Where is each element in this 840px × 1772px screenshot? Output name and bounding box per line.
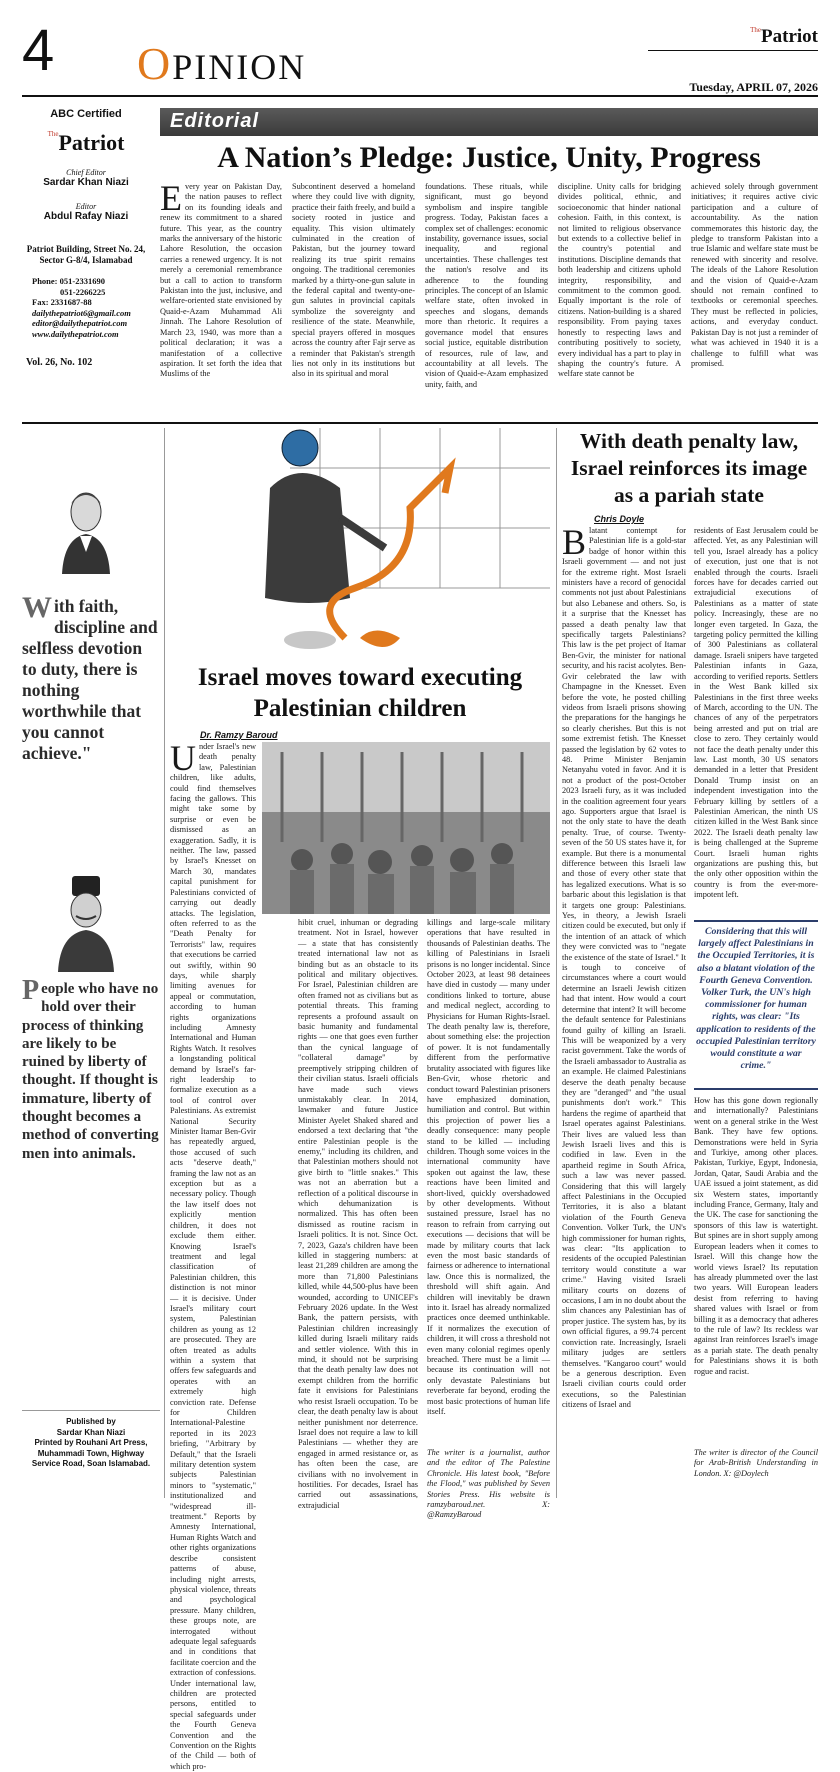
publisher-line-1: Published by — [66, 1417, 116, 1426]
section-title — [137, 38, 307, 89]
phone: Phone: 051-2331690 — [32, 276, 105, 286]
brand-mark: The — [750, 26, 762, 34]
header-rule — [648, 50, 818, 51]
quote-jinnah-text: ith faith, discipline and selfless devotion to duty, there is nothing worthwhile that you cannot achieve." — [22, 596, 158, 763]
article1-bio: The writer is a journalist, author and the editor of The Palestine Chronicle. His latest book, "Before the Flood," was published by Seven Stories Press. His website is ramzybaroud.net. X: @RamzyBaroud — [427, 1448, 550, 1520]
article2-pullquote-box — [694, 920, 818, 1090]
article2-byline: Chris Doyle — [594, 514, 645, 524]
abc-certified: ABC Certified — [50, 108, 122, 120]
article1-photo — [262, 742, 550, 914]
editorial-col-1 — [160, 178, 282, 414]
editorial-dropcap: E — [160, 178, 182, 218]
editorial-col-5: achieved solely through government initiatives; it requires active civic participation and a culture of accountability. As the nation commemorates this historic day, the pledge to transform Pakistan into a true Islamic and welfare state must be renewed with sincerity and resolve. The ideals of the Lahore Resolution and the vision of Quaid-e-Azam should not remain confined to textbooks or ceremonial speeches. They must be reflected in policies, actions, and everyday conduct. Pakistan Day is not just a reminder of what was achieved in 1940 it is a challenge to fulfill what was promised. — [691, 182, 818, 368]
article2-col-2: residents of East Jerusalem could be affected. Yet, as any Palestinian will tell you, Israel already has a policy of execution, just one that is not enabled through the courts. Israeli forces have for decades carried out extrajudicial executions of Palestinians as a matter of state policy. Increasingly, these are no longer even targeted. In Gaza, the targeting policy permitted the killing of 300 Palestinians as collateral damage. Israeli snipers have targeted Palestinian infants in Gaza, according to verified reports. Settlers in the West Bank killed six Palestinians in the first three weeks of March, according to the UN. The chances of any of the perpetrators being arrested and put on trial are close to zero. They certainly would not face the death penalty under this law. Last month, 30 US senators demanded in a letter that President Donald Trump insist on an independent investigation into the February killing by settlers of a Palestinian American, the ninth US citizen killed in the West Bank since 2022. The Israeli death penalty law is being challenged at the Supreme Court. Israeli human rights organizations are pushing this, but the only other opposition within the country is from the ever-more-impotent left. — [694, 526, 818, 900]
publisher-line-2: Sardar Khan Niazi — [56, 1427, 126, 1437]
editorial-col-4: discipline. Unity calls for bridging divides political, ethnic, and socioeconomic that hinder national cohesion. Faith, in this context, is not limited to religious observance but extends to a collective belief in the country's potential and institutions. Discipline demands that both leadership and citizens uphold integrity, responsibility, and commitment to the common good. Equally important is the role of citizens. Nation-building is a shared responsibility. From paying taxes honestly to respecting laws and contributing positively to society, every individual has a part to play in shaping the country's future. A welfare state cannot be — [558, 182, 681, 379]
fax: Fax: 2331687-88 — [32, 297, 92, 307]
office-address: Patriot Building, Street No. 24, Sector G-8/4, Islamabad — [26, 244, 146, 265]
editorial-cartoon — [170, 428, 550, 660]
portrait-jinnah — [50, 482, 122, 574]
masthead-logo-mark: The — [47, 130, 59, 138]
article1-col-1a — [170, 738, 256, 1771]
editorial-col-1-text: very year on Pakistan Day, the nation pauses to reflect on its founding ideals and renew its commitment to a shared future. This year, as the country marks the anniversary of the historic Lahore Resolution, the occasion carries a renewed urgency. It is not merely a ceremonial remembrance but a call to action to transform Pakistan into the just, inclusive, and welfare-oriented state envisioned by Quaid-e-Azam Muhammad Ali Jinnah. The Lahore Resolution of March 23, 1940, was more than a political declaration; it was a manifestation of a collective aspiration. It set forth the idea that Muslims of the — [160, 182, 282, 379]
article2-dropcap: B — [562, 522, 587, 562]
editorial-col-3: foundations. These rituals, while significant, must go beyond symbolism and inspire tangible progress. Today, Pakistan faces a complex set of challenges: economic instability, governance issues, social inequality, and regional uncertainties. These challenges test the nation's resolve and its adherence to the founding principles. The concept of an Islamic welfare state, often invoked in speeches and slogans, demands more than rhetoric. It requires a governance model that ensures social justice, equitable distribution of resources, rule of law, and accountability at all levels. The vision of Quaid-e-Azam emphasized unity, faith, and — [425, 182, 548, 389]
quote-iqbal — [22, 975, 160, 1163]
volume-number: Vol. 26, No. 102 — [26, 357, 93, 368]
article2-headline: With death penalty law, Israel reinforces its image as a pariah state — [570, 429, 808, 507]
phone-2: 051-2266225 — [60, 286, 106, 297]
quote-iqbal-cap: P — [22, 975, 40, 1006]
portrait-iqbal — [48, 872, 124, 972]
website[interactable]: www.dailythepatriot.com — [32, 328, 119, 339]
article2-col-1 — [562, 522, 686, 1498]
article2-col-1-text: latant contempt for Palestinian life is a gold-star badge of honor within this Israeli government — and not just for the extreme right. Most Israeli ministers have a record of genocidal comments not just about Palestinians but also Lebanese and others. So, is it a surprise that the Knesset has passed a death penalty law that specifically targets Palestinians? This law is the pet project of Itamar Ben-Gvir, the minister for national security, and his racist acolytes. Ben-Gvir celebrated the law with Champagne in the Knesset. Even before the vote, he posted chilling videos from Israeli prisons showing the preparations for the hangings he so clearly cherishes. But this is not some extremist fetish. The Knesset passed the legislation by 62 votes to 48. Prime Minister Benjamin Netanyahu voted in favor. And it is not a product of the post-October 2023 Israeli fury, as it was included in the coalition agreement four years ago. Supporters argue that Israel is not the only state to have the death penalty. True, of course. Twenty-seven of the 50 US states have it, for example. But there is a monumental difference between this Israeli law and those of every other state that has legalized executions. What is so barbaric about this legislation is that it targets one group: Palestinians. Yes, in theory, a Jewish Israeli citizen could be executed, but only if the intention of an attack of which they were convicted was to "negate the existence of the state of Israel." It is tough to conceive of circumstances where a court would determine an Israeli Jewish citizen had that intent. How would a court determine that intent? It will become the default sentence for Palestinians found guilty of killing an Israeli. This will be weaponized by a very racist government. Take the words of the Israeli ambassador to Australia as an example. He claimed Palestinians deserve the death penalty because they are "deranged" and "the usual punishments don't work." This hardens the regime of apartheid that Israel operates against Palestinians. Their lives are valued less than Jewish Israeli lives and this is codified in law. Even in the apartheid regime in South Africa, such a law was never passed. Considering that this will largely affect Palestinians in the Occupied Territories, it is also a blatant violation of the Fourth Geneva Convention. Volker Turk, the UN's high commissioner for human rights, was clear: "Its application to residents of the occupied Palestinian territory would constitute a war crime." Having visited Israeli military courts on dozens of occasions, I am in no doubt about the slim chances any Palestinian has of proper justice. The system has, by its own official figures, a 99.74 percent conviction rate. Increasingly, Israeli military judges are settlers themselves. "Kangaroo court" would be a generous description. Even Israeli civilian courts could order executions, so the Palestinian citizens of Israel and — [562, 526, 686, 1410]
article1-col-1-text: nder Israel's new death penalty law, Palestinian children, like adults, could find themselves facing the gallows. This might take some by surprise or even be dismissed as an exaggeration. Sadly, it is neither. The law, passed by Israel's Knesset on March 30, mandates capital punishment for Palestinians convicted of carrying out deadly attacks. The legislation, often referred to as the "Death Penalty for Terrorists" law, requires that executions be carried out swiftly, within 90 days, while sharply limiting avenues for appeal or commutation, according to human rights organizations including Amnesty International and Human Rights Watch. It resolves a longstanding political demand by Israel's far-right leadership to formalize execution as a tool of control over Palestinians. As extremist National Security Minister Itamar Ben-Gvir has repeatedly argued, those accused of such acts "deserve death," framing the law not as an exception but as a necessary policy. Though the law itself does not explicitly mention children, it does not exclude them either. Knowing Israel's treatment and legal classification of Palestinian children, this distinction is not minor — it is decisive. Under Israel's military court system, Palestinian children as young as 12 are prosecuted. They are often treated as adults within a system that offers few safeguards and operates with an extremely high conviction rate. Defense for Children International-Palestine reported in its 2023 briefing, "Arbitrary by Default," that the Israeli military detention system subjects Palestinian minors to "systematic," institutionalized and "widespread ill-treatment." Reports by Amnesty International, Human Rights Watch and other rights organizations describe consistent patterns of abuse, including night arrests, physical violence, threats and psychological pressure. Many children, these groups note, are interrogated without adequate legal safeguards and in conditions that facilitate coercion and the extraction of confessions. Under international law, children are protected persons, entitled to special safeguards under the Fourth Geneva Convention and the Convention on the Rights of the Child — both of which pro- — [170, 742, 256, 1771]
brand-name: Patriot — [761, 26, 818, 47]
brand-logo-top — [750, 26, 818, 48]
article1-dropcap: U — [170, 738, 196, 778]
publisher-line-4: Muhammadi Town, Highway — [37, 1448, 145, 1458]
masthead-logo — [22, 130, 150, 156]
left-column-rule — [164, 428, 165, 1498]
masthead — [22, 108, 150, 368]
section-title-rest: PINION — [172, 47, 307, 87]
article2-pullquote: Considering that this will largely affect Palestinians in the Occupied Territories, it is also a blatant violation of the Fourth Geneva Convention. Volker Turk, the UN's high commissioner for human rights, was clear: "Its application to residents of the occupied Palestinian territory would constitute a war crime." — [696, 926, 816, 1072]
quote-jinnah-cap: W — [22, 591, 52, 624]
publisher-line-5: Service Road, Soan Islamabad. — [31, 1459, 151, 1468]
email-1[interactable]: dailythepatriot6@gmail.com — [32, 307, 131, 318]
page-number: 4 — [22, 18, 55, 83]
email-2[interactable]: editor@dailythepatriot.com — [32, 318, 128, 328]
issue-date: Tuesday, APRIL 07, 2026 — [689, 80, 818, 94]
editor-name: Abdul Rafay Niazi — [43, 211, 129, 222]
editorial-bottom-rule — [22, 422, 818, 424]
chief-editor-name: Sardar Khan Niazi — [43, 177, 129, 188]
quote-jinnah — [22, 591, 160, 764]
masthead-logo-text: Patriot — [58, 130, 125, 155]
article1-col-2: hibit cruel, inhuman or degrading treatment. Not in Israel, however — a state that has consistently treated international law not as binding but as an obstacle to its political and military objectives. For Israel, Palestinian children are often framed not as civilians but as potential threats. This framing represents a profound assault on basic humanity and fundamental rights — one that goes even further than the cynical language of "collateral damage" by preemptively stripping children of their civilian status. Israeli officials have made such views unmistakably clear. In 2014, lawmaker and future Justice Minister Ayelet Shaked shared and endorsed a text declaring that "the entire Palestinian people is the enemy," including its children, and that Palestinian mothers should not give birth to "little snakes." This was not an aberration but a reflection of a political discourse in which dehumanization is normalized. This has often been dismissed as routine racism in Israeli politics. It is not. Since Oct. 7, 2023, Gaza's children have been killed in staggering numbers: at least 21,289 children are among the more than 71,800 Palestinians killed, while 44,500-plus have been wounded, according to UNICEF's February 2026 update. In the West Bank, the pattern persists, with Palestinian children increasingly killed during Israeli military raids and settler violence. With this in mind, it should not be surprising that the death penalty law does not exempt children from the horrific fate it envisions for Palestinians who resist Israeli occupation. To be clear, the death penalty law is about neither punishment nor deterrence. Israel does not require a law to kill Palestinians — whether they are engaged in armed resistance or, as has often been the case, are civilians with no involvement in hostilities. For decades, Israel has carried out assassinations, extrajudicial — [298, 918, 418, 1510]
editor-label: Editor — [75, 202, 97, 211]
publisher-info — [22, 1410, 160, 1470]
article1-col-3: killings and large-scale military operations that have resulted in thousands of Palestinian deaths. The killing of Palestinians in Israeli prisons is no longer incidental. Since October 2023, at least 98 detainees have died in custody — many under conditions linked to torture, abuse and medical neglect, according to Physicians for Human Rights-Israel. The death penalty law is, therefore, about something else: the projection of power. It is not fundamentally different from the performative brutality associated with figures like Ben-Gvir, whose rhetoric and conduct toward Palestinian prisoners have emphasized domination, humiliation and control. But within this projection of power lies a deadly consequence: many people stand to be killed — including children. Though some voices in the international community have spoken out against the law, these reactions have been limited and short-lived, quickly overshadowed by other developments. Without sustained pressure, Israel has no reason to refrain from carrying out executions — decisions that will be made by military courts that lack even the most basic standards of fairness or adherence to international law. Once this is normalized, the threshold will shift again. And children will inevitably be drawn into it. Israel has already normalized practices once deemed unthinkable. If it normalizes the execution of children, it will cross a threshold not even many colonial regimes openly breached. There must be a limit — because its continuation will not only devastate Palestinians but reverberate far beyond, eroding the most basic protections of human life itself. — [427, 918, 551, 1417]
section-title-cap: O — [137, 38, 173, 89]
contact-block — [22, 276, 150, 339]
article1-headline: Israel moves toward executing Palestinian children — [197, 664, 523, 722]
article2-bio: The writer is director of the Council for Arab-British Understanding in London. X: @Doylech — [694, 1448, 818, 1478]
article2-col-2b: How has this gone down regionally and internationally? Palestinians went on a general strike in the West Bank. They have few options. Demonstrations were held in Syria and Turkiye, among other places. Pakistan, Turkiye, Egypt, Indonesia, Jordan, Qatar, Saudi Arabia and the UAE issued a joint statement, as did six Western states, importantly including France, Germany, Italy and the UK. The case for sanctioning the sponsors of this law is watertight. But spines are in short supply among European leaders when it comes to Israel. Will this change how the world views Israel? Its reputation has already plummeted over the last two years. Will European leaders desist from referring to having shared values with Israel or from billing it as a democracy that adheres to the rule of law? Its reckless war against Iran reinforces Israel's image as a pariah state. The death penalty for Palestinians shows it is both rogue and racist. — [694, 1096, 818, 1376]
quote-iqbal-text: eople who have no hold over their process of thinking are likely to be ruined by liberty of thought. If thought is immature, liberty of thought becomes a method of converting men into animals. — [22, 981, 159, 1162]
article-divider — [556, 428, 557, 1498]
header-divider — [22, 95, 818, 97]
editorial-label: Editorial — [170, 110, 260, 132]
publisher-line-3: Printed by Rouhani Art Press, — [34, 1438, 148, 1447]
editorial-col-2: Subcontinent deserved a homeland where they could live with dignity, practice their faith freely, and build a society rooted in justice and equality. This vision ultimately culminated in the creation of Pakistan, but the journey toward realizing its true spirit remains ongoing. The traditional ceremonies marked by a thirty-one-gun salute in the federal capital and twenty-one-gun salutes in provincial capitals symbolize the sovereignty and resilience of the state. Meanwhile, special prayers offered in mosques across the country after Fajr serve as a reminder that Pakistan's strength lies not only in its institutions but also in its spiritual and moral — [292, 182, 415, 379]
article1-byline: Dr. Ramzy Baroud — [200, 730, 278, 740]
editorial-headline: A Nation’s Pledge: Justice, Unity, Progress — [217, 141, 761, 174]
chief-editor-label: Chief Editor — [66, 168, 106, 177]
article1-col-1b — [170, 914, 290, 1498]
